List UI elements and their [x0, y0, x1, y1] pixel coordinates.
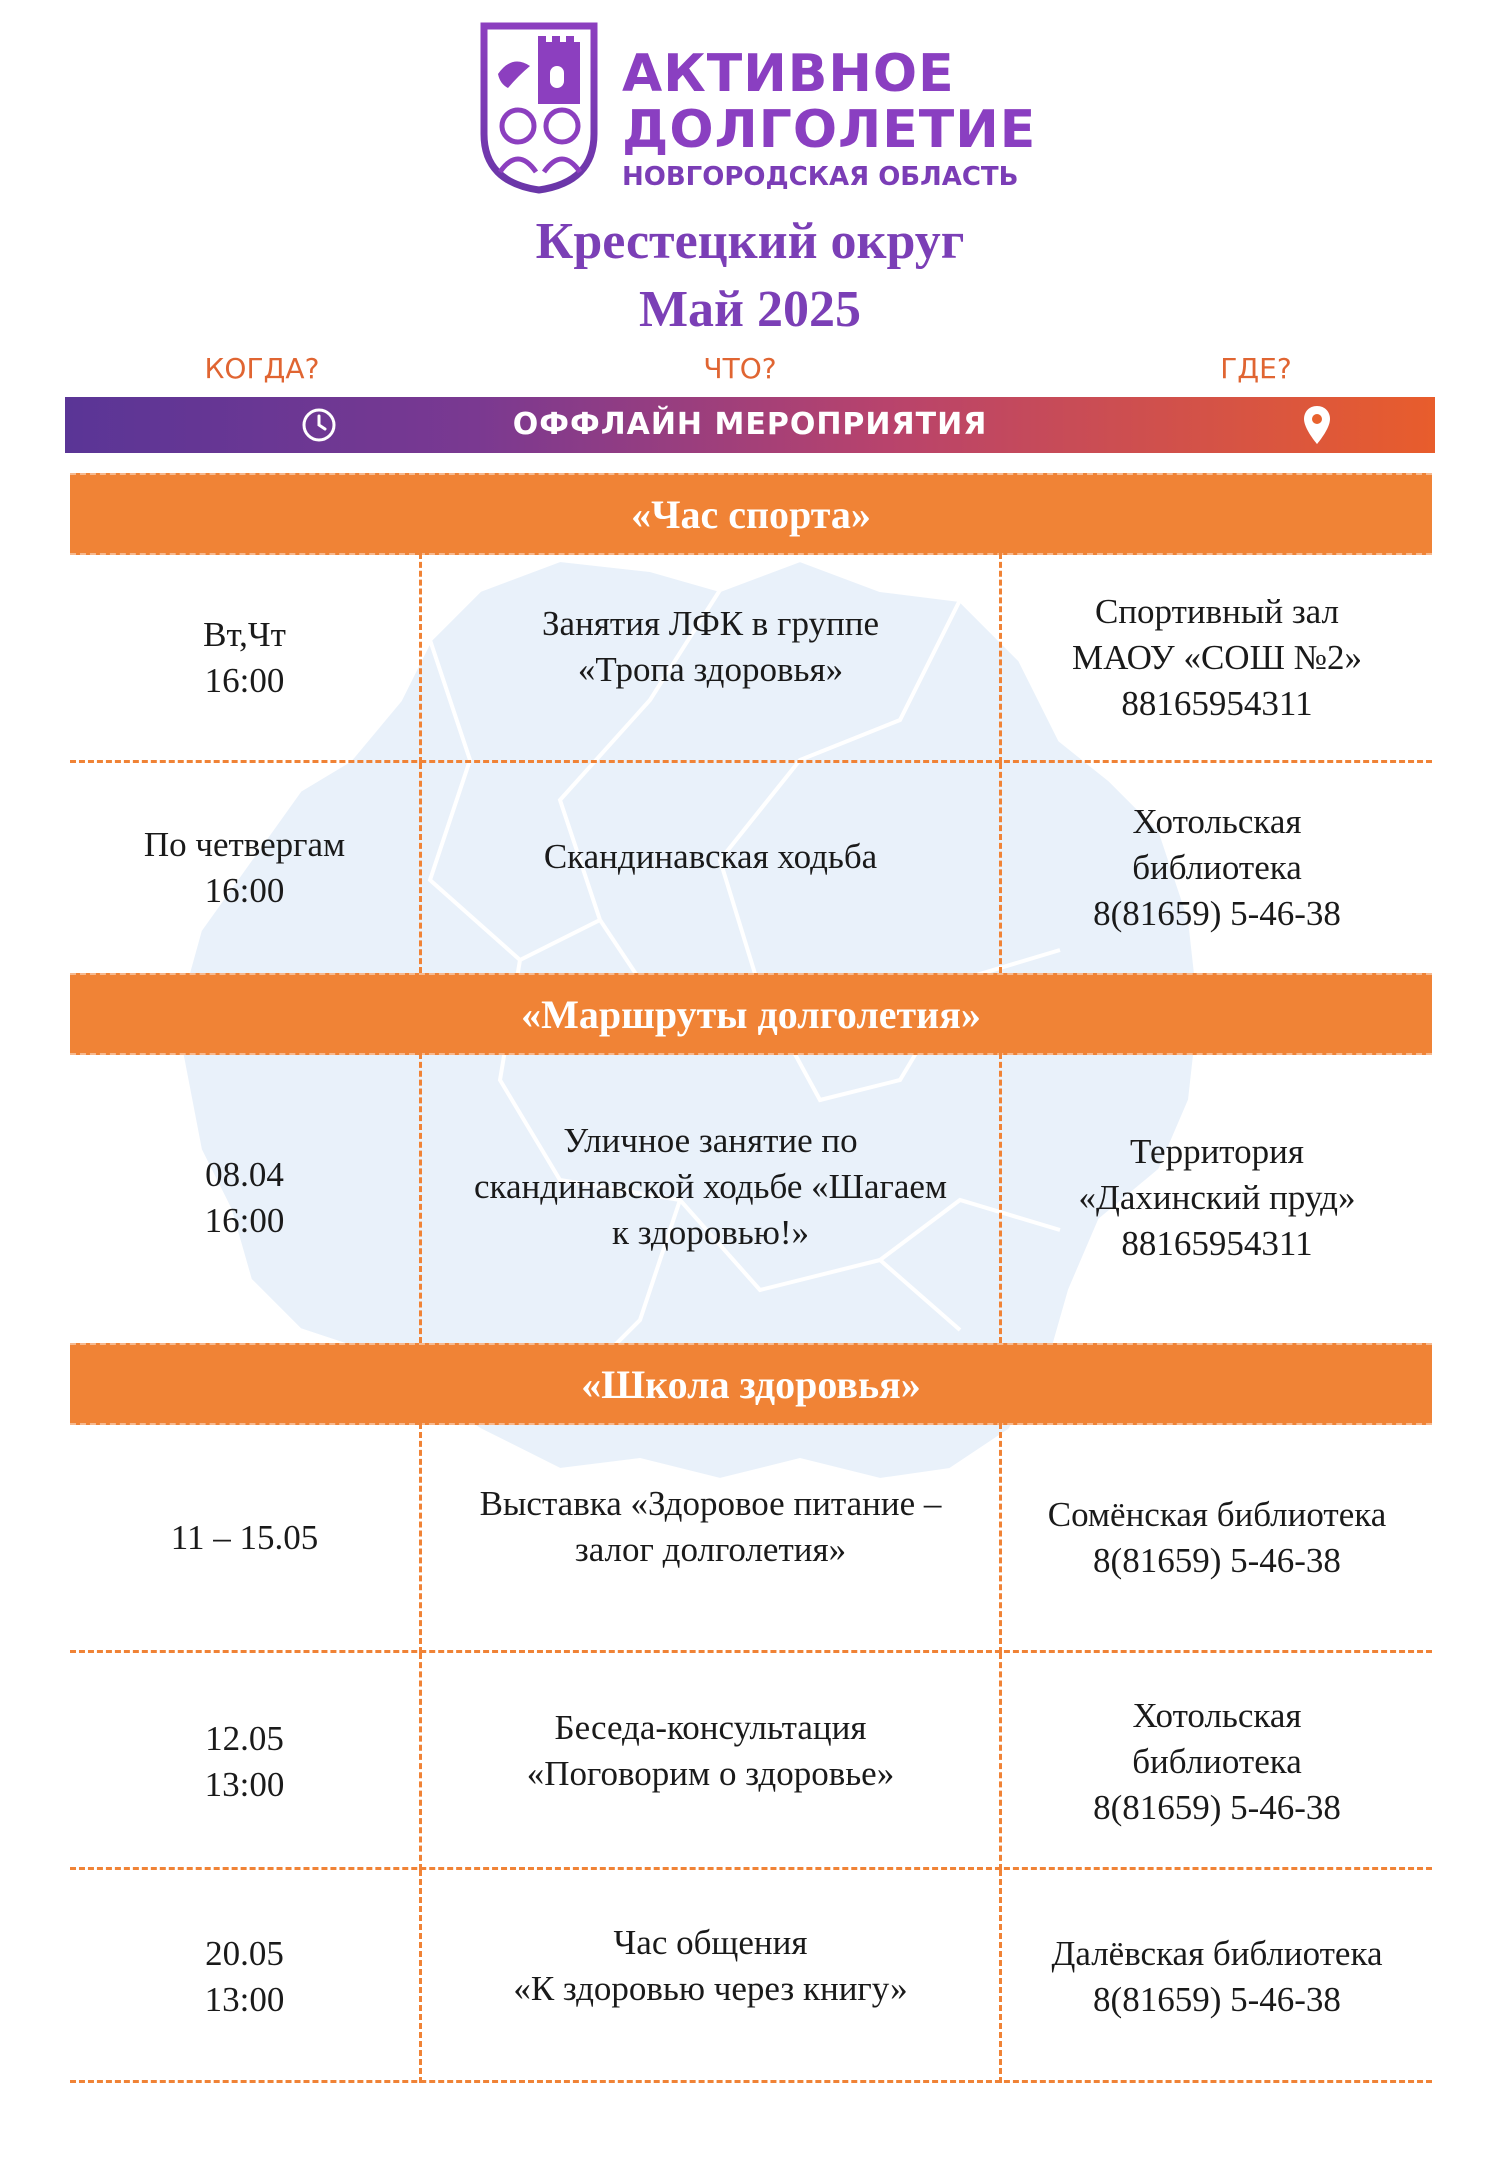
emblem-icon: [478, 22, 600, 194]
logo-title-line2: ДОЛГОЛЕТИЕ: [622, 100, 1037, 160]
event-what: [422, 1653, 999, 1870]
event-where-text: Территория «Дахинский пруд» 88165954311: [1078, 1132, 1356, 1263]
logo-title-line1: АКТИВНОЕ: [622, 44, 955, 104]
page-title: Крестецкий округ: [535, 213, 965, 270]
event-what: [422, 553, 999, 763]
event-when-text: Вт,Чт 16:00: [203, 615, 286, 700]
event-what: [422, 1870, 999, 2083]
table-row: [70, 1423, 1432, 1653]
event-what-text: Скандинавская ходьба: [543, 837, 878, 876]
event-what-text: Уличное занятие по скандинавской ходьбе «Шагаем к здоровью!»: [473, 1121, 948, 1252]
section-header-longevity-routes: [70, 973, 1432, 1055]
event-when: [70, 1053, 419, 1343]
event-when-text: 11 – 15.05: [170, 1518, 319, 1557]
offline-events-banner: [65, 397, 1435, 453]
banner-label: ОФФЛАЙН МЕРОПРИЯТИЯ: [512, 407, 988, 442]
event-what: [422, 1423, 999, 1653]
logo: [478, 22, 1038, 202]
event-where-text: Сомёнская библиотека 8(81659) 5-46-38: [1047, 1495, 1387, 1580]
event-when-text: 12.05 13:00: [204, 1718, 285, 1804]
event-what-text: Выставка «Здоровое питание – залог долголетия»: [479, 1484, 942, 1569]
event-where: [1002, 763, 1432, 973]
event-what-text: Занятия ЛФК в группе «Тропа здоровья»: [542, 604, 879, 689]
event-what-text: Беседа-консультация «Поговорим о здоровье»: [526, 1707, 895, 1793]
page-subtitle: Май 2025: [638, 281, 862, 338]
event-when: [70, 1423, 419, 1653]
table-row: [70, 1653, 1432, 1870]
table-row: [70, 553, 1432, 763]
event-when: [70, 553, 419, 763]
section-title: «Маршруты долголетия»: [521, 992, 981, 1037]
table-row: [70, 1053, 1432, 1343]
event-where: [1002, 553, 1432, 763]
event-where-text: Хотольская библиотека 8(81659) 5-46-38: [1093, 1695, 1341, 1827]
table-row: [70, 763, 1432, 973]
event-when-text: По четвергам 16:00: [143, 825, 346, 910]
event-where: [1002, 1423, 1432, 1653]
logo-region: НОВГОРОДСКАЯ ОБЛАСТЬ: [622, 162, 1019, 192]
event-where: [1002, 1053, 1432, 1343]
event-where-text: Спортивный зал МАОУ «СОШ №2» 88165954311: [1071, 592, 1363, 723]
column-header-what: ЧТО?: [703, 352, 777, 385]
event-what: [422, 763, 999, 973]
section-title: «Час спорта»: [631, 492, 871, 537]
event-what: [422, 1053, 999, 1343]
event-when-text: 20.05 13:00: [204, 1933, 285, 2019]
column-header-when: КОГДА?: [204, 352, 320, 385]
event-when: [70, 763, 419, 973]
event-where-text: Далёвская библиотека 8(81659) 5-46-38: [1051, 1933, 1383, 2019]
event-when-text: 08.04 16:00: [204, 1155, 285, 1240]
section-header-sport-hour: [70, 473, 1432, 555]
row-divider: [70, 2080, 1432, 2083]
event-when: [70, 1653, 419, 1870]
section-header-health-school: [70, 1343, 1432, 1425]
event-when: [70, 1870, 419, 2083]
event-where: [1002, 1870, 1432, 2083]
column-header-where: ГДЕ?: [1220, 352, 1292, 385]
event-where: [1002, 1653, 1432, 1870]
event-what-text: Час общения «К здоровью через книгу»: [513, 1922, 908, 2008]
location-pin-icon: [1302, 404, 1332, 446]
table-row: [70, 1870, 1432, 2083]
event-where-text: Хотольская библиотека 8(81659) 5-46-38: [1093, 802, 1341, 933]
section-title: «Школа здоровья»: [581, 1362, 921, 1407]
